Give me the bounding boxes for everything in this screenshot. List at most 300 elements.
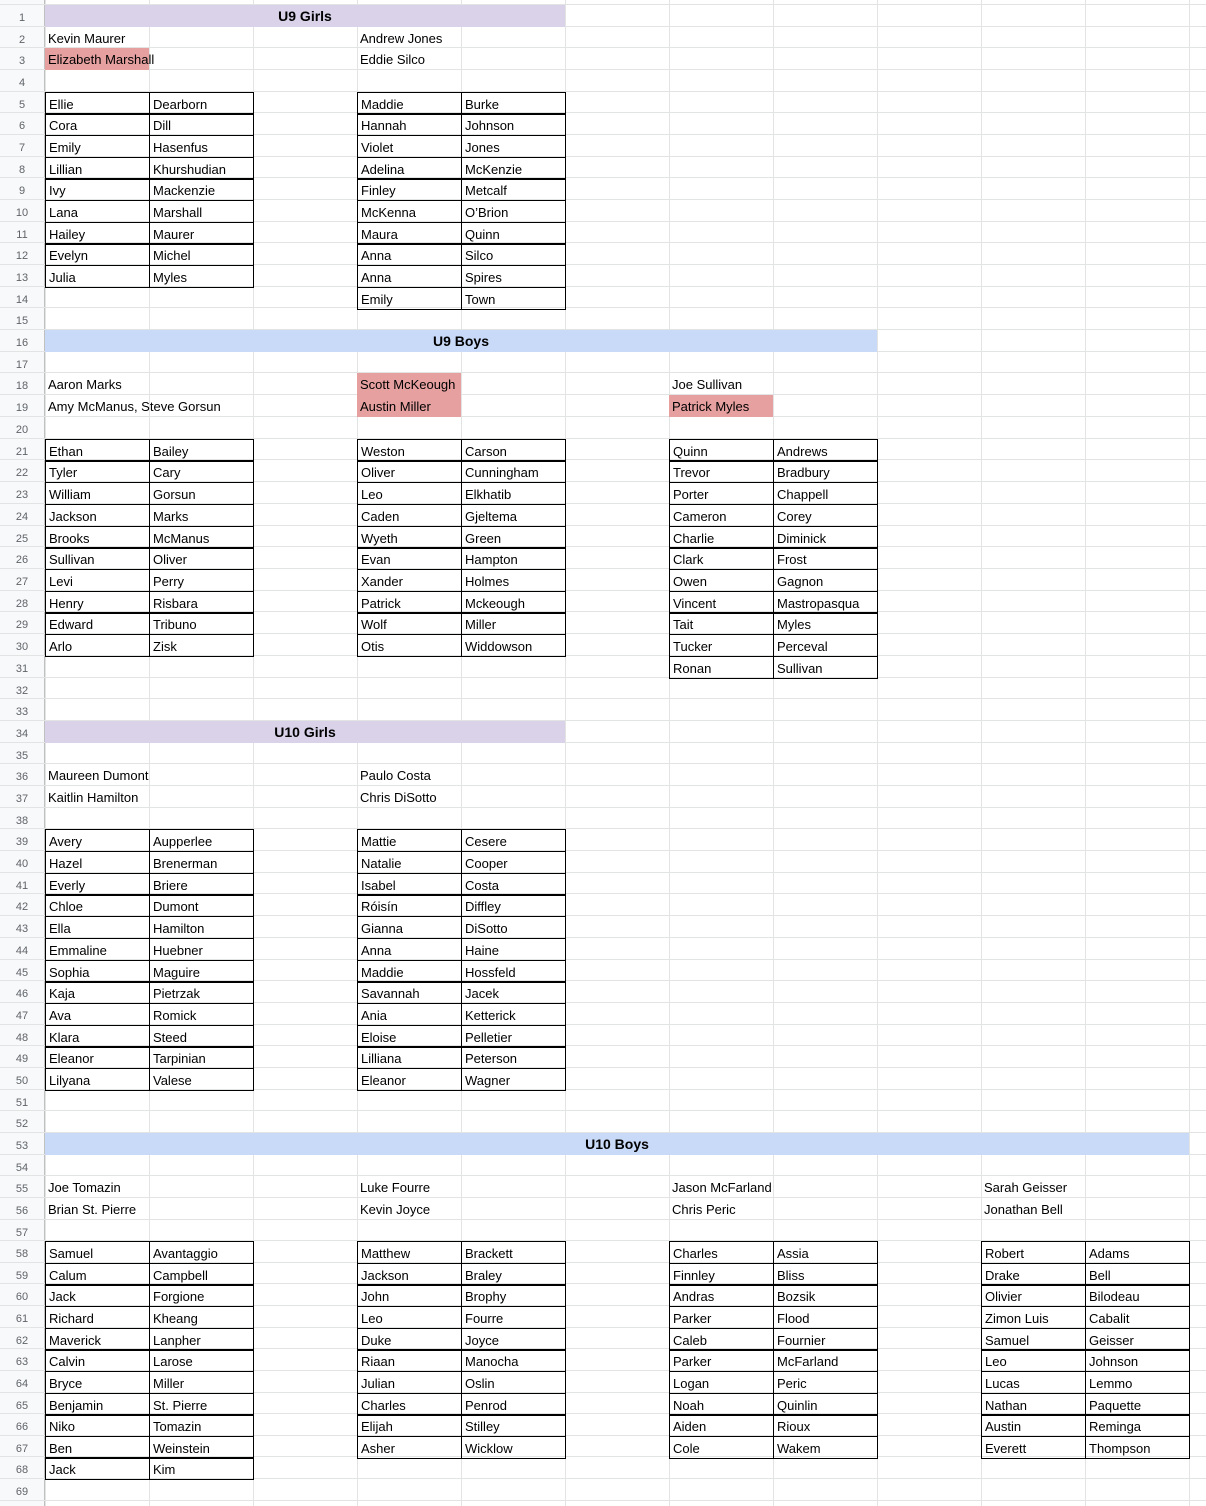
player-last-name[interactable]: Wagner — [461, 1068, 566, 1091]
row-number[interactable]: 17 — [0, 359, 44, 371]
player-first-name[interactable]: Natalie — [357, 851, 462, 874]
player-last-name[interactable]: Aupperlee — [149, 829, 254, 852]
player-first-name[interactable]: Julian — [357, 1371, 462, 1394]
player-first-name[interactable]: Anna — [357, 243, 462, 266]
row-number[interactable]: 41 — [0, 880, 44, 892]
row-number[interactable]: 40 — [0, 858, 44, 870]
player-first-name[interactable]: Finnley — [669, 1263, 774, 1286]
player-first-name[interactable]: Riaan — [357, 1349, 462, 1372]
player-first-name[interactable]: Arlo — [45, 634, 150, 657]
player-last-name[interactable]: Fourre — [461, 1306, 566, 1329]
player-last-name[interactable]: St. Pierre — [149, 1393, 254, 1416]
row-number[interactable]: 16 — [0, 337, 44, 349]
player-last-name[interactable]: Metcalf — [461, 178, 566, 201]
coach-name[interactable]: Chris DiSotto — [360, 790, 437, 805]
coach-name[interactable]: Paulo Costa — [360, 768, 431, 783]
player-last-name[interactable]: Hampton — [461, 547, 566, 570]
player-first-name[interactable]: Leo — [357, 1306, 462, 1329]
row-number[interactable]: 31 — [0, 663, 44, 675]
player-first-name[interactable]: Asher — [357, 1436, 462, 1459]
row-number[interactable]: 8 — [0, 164, 44, 176]
row-number[interactable]: 25 — [0, 533, 44, 545]
row-number[interactable]: 48 — [0, 1032, 44, 1044]
player-last-name[interactable]: Reminga — [1085, 1414, 1190, 1437]
player-last-name[interactable]: Fournier — [773, 1328, 878, 1351]
player-last-name[interactable]: Cunningham — [461, 460, 566, 483]
player-first-name[interactable]: Wolf — [357, 612, 462, 635]
player-first-name[interactable]: Elijah — [357, 1414, 462, 1437]
player-first-name[interactable]: Brooks — [45, 526, 150, 549]
coach-name[interactable]: Elizabeth Marshall — [45, 48, 149, 70]
player-first-name[interactable]: Bryce — [45, 1371, 150, 1394]
row-number[interactable]: 4 — [0, 77, 44, 89]
player-first-name[interactable]: Ben — [45, 1436, 150, 1459]
row-number[interactable]: 29 — [0, 619, 44, 631]
player-first-name[interactable]: Samuel — [45, 1241, 150, 1264]
player-last-name[interactable]: Sullivan — [773, 656, 878, 679]
player-last-name[interactable]: Gjeltema — [461, 504, 566, 527]
player-last-name[interactable]: Burke — [461, 92, 566, 115]
player-last-name[interactable]: Joyce — [461, 1328, 566, 1351]
player-first-name[interactable]: Parker — [669, 1306, 774, 1329]
player-last-name[interactable]: Green — [461, 526, 566, 549]
player-first-name[interactable]: Richard — [45, 1306, 150, 1329]
player-first-name[interactable]: Violet — [357, 135, 462, 158]
player-first-name[interactable]: Maddie — [357, 92, 462, 115]
player-last-name[interactable]: Dumont — [149, 894, 254, 917]
row-number[interactable]: 23 — [0, 489, 44, 501]
player-last-name[interactable]: Romick — [149, 1003, 254, 1026]
player-last-name[interactable]: Paquette — [1085, 1393, 1190, 1416]
player-last-name[interactable]: Johnson — [461, 113, 566, 136]
row-number[interactable]: 37 — [0, 793, 44, 805]
player-first-name[interactable]: Ella — [45, 916, 150, 939]
player-last-name[interactable]: Holmes — [461, 569, 566, 592]
coach-name[interactable]: Kevin Maurer — [48, 31, 126, 46]
player-first-name[interactable]: Cora — [45, 113, 150, 136]
player-first-name[interactable]: Leo — [981, 1349, 1086, 1372]
player-last-name[interactable]: Larose — [149, 1349, 254, 1372]
row-number[interactable]: 47 — [0, 1010, 44, 1022]
row-number[interactable]: 65 — [0, 1400, 44, 1412]
player-last-name[interactable]: Miller — [461, 612, 566, 635]
player-first-name[interactable]: Clark — [669, 547, 774, 570]
player-first-name[interactable]: Vincent — [669, 591, 774, 614]
player-last-name[interactable]: Myles — [149, 265, 254, 288]
player-last-name[interactable]: Huebner — [149, 938, 254, 961]
player-first-name[interactable]: Finley — [357, 178, 462, 201]
player-last-name[interactable]: Michel — [149, 243, 254, 266]
row-number[interactable]: 9 — [0, 185, 44, 197]
player-first-name[interactable]: Lana — [45, 200, 150, 223]
player-last-name[interactable]: Corey — [773, 504, 878, 527]
player-first-name[interactable]: Niko — [45, 1414, 150, 1437]
player-last-name[interactable]: Bilodeau — [1085, 1284, 1190, 1307]
player-last-name[interactable]: Flood — [773, 1306, 878, 1329]
player-last-name[interactable]: Brackett — [461, 1241, 566, 1264]
row-number[interactable]: 7 — [0, 142, 44, 154]
player-first-name[interactable]: Duke — [357, 1328, 462, 1351]
player-last-name[interactable]: Adams — [1085, 1241, 1190, 1264]
player-last-name[interactable]: O’Brion — [461, 200, 566, 223]
player-last-name[interactable]: Perceval — [773, 634, 878, 657]
row-number[interactable]: 55 — [0, 1183, 44, 1195]
player-first-name[interactable]: Lilliana — [357, 1046, 462, 1069]
coach-name[interactable]: Maureen Dumont — [48, 768, 149, 783]
player-first-name[interactable]: Jackson — [45, 504, 150, 527]
player-first-name[interactable]: Charlie — [669, 526, 774, 549]
player-last-name[interactable]: Maurer — [149, 222, 254, 245]
row-number[interactable]: 60 — [0, 1291, 44, 1303]
player-last-name[interactable]: Tarpinian — [149, 1046, 254, 1069]
player-last-name[interactable]: Quinn — [461, 222, 566, 245]
player-first-name[interactable]: Klara — [45, 1025, 150, 1048]
player-last-name[interactable]: Bell — [1085, 1263, 1190, 1286]
player-first-name[interactable]: Eloise — [357, 1025, 462, 1048]
coach-name[interactable]: Jonathan Bell — [984, 1202, 1063, 1217]
player-last-name[interactable]: Pietrzak — [149, 981, 254, 1004]
row-number[interactable]: 26 — [0, 554, 44, 566]
row-number[interactable]: 20 — [0, 424, 44, 436]
player-last-name[interactable]: Stilley — [461, 1414, 566, 1437]
player-first-name[interactable]: Robert — [981, 1241, 1086, 1264]
player-first-name[interactable]: Everly — [45, 873, 150, 896]
player-last-name[interactable]: Peric — [773, 1371, 878, 1394]
player-last-name[interactable]: Quinlin — [773, 1393, 878, 1416]
player-first-name[interactable]: Lucas — [981, 1371, 1086, 1394]
player-first-name[interactable]: Jack — [45, 1457, 150, 1480]
row-number[interactable]: 1 — [0, 12, 44, 24]
player-last-name[interactable]: Lanpher — [149, 1328, 254, 1351]
player-first-name[interactable]: Jackson — [357, 1263, 462, 1286]
player-last-name[interactable]: Braley — [461, 1263, 566, 1286]
row-number[interactable]: 59 — [0, 1270, 44, 1282]
player-first-name[interactable]: Chloe — [45, 894, 150, 917]
player-first-name[interactable]: Benjamin — [45, 1393, 150, 1416]
player-last-name[interactable]: Tribuno — [149, 612, 254, 635]
row-number[interactable]: 14 — [0, 294, 44, 306]
player-last-name[interactable]: Thompson — [1085, 1436, 1190, 1459]
player-first-name[interactable]: Julia — [45, 265, 150, 288]
row-number[interactable]: 68 — [0, 1464, 44, 1476]
row-number[interactable]: 53 — [0, 1140, 44, 1152]
row-number[interactable]: 12 — [0, 250, 44, 262]
player-first-name[interactable]: Xander — [357, 569, 462, 592]
player-first-name[interactable]: Ivy — [45, 178, 150, 201]
player-first-name[interactable]: Owen — [669, 569, 774, 592]
player-last-name[interactable]: Perry — [149, 569, 254, 592]
player-first-name[interactable]: Calum — [45, 1263, 150, 1286]
row-number[interactable]: 11 — [0, 229, 44, 241]
player-last-name[interactable]: Rioux — [773, 1414, 878, 1437]
player-last-name[interactable]: Pelletier — [461, 1025, 566, 1048]
player-last-name[interactable]: Johnson — [1085, 1349, 1190, 1372]
row-number[interactable]: 22 — [0, 467, 44, 479]
player-first-name[interactable]: Avery — [45, 829, 150, 852]
player-last-name[interactable]: Mckeough — [461, 591, 566, 614]
player-first-name[interactable]: Lillian — [45, 157, 150, 180]
player-first-name[interactable]: Ellie — [45, 92, 150, 115]
player-last-name[interactable]: Hamilton — [149, 916, 254, 939]
player-first-name[interactable]: Matthew — [357, 1241, 462, 1264]
player-last-name[interactable]: Geisser — [1085, 1328, 1190, 1351]
player-last-name[interactable]: Chappell — [773, 482, 878, 505]
player-first-name[interactable]: Edward — [45, 612, 150, 635]
player-last-name[interactable]: Cabalit — [1085, 1306, 1190, 1329]
player-last-name[interactable]: Jacek — [461, 981, 566, 1004]
player-last-name[interactable]: McFarland — [773, 1349, 878, 1372]
player-first-name[interactable]: Emily — [357, 287, 462, 310]
player-first-name[interactable]: Kaja — [45, 981, 150, 1004]
player-first-name[interactable]: Charles — [669, 1241, 774, 1264]
player-last-name[interactable]: Spires — [461, 265, 566, 288]
player-last-name[interactable]: Miller — [149, 1371, 254, 1394]
player-first-name[interactable]: Gianna — [357, 916, 462, 939]
row-number[interactable]: 51 — [0, 1097, 44, 1109]
player-last-name[interactable]: Marks — [149, 504, 254, 527]
player-first-name[interactable]: Oliver — [357, 460, 462, 483]
player-first-name[interactable]: William — [45, 482, 150, 505]
player-last-name[interactable]: Gagnon — [773, 569, 878, 592]
player-last-name[interactable]: McKenzie — [461, 157, 566, 180]
player-first-name[interactable]: Jack — [45, 1284, 150, 1307]
coach-name[interactable]: Joe Tomazin — [48, 1180, 121, 1195]
row-number[interactable]: 58 — [0, 1248, 44, 1260]
player-last-name[interactable]: Wakem — [773, 1436, 878, 1459]
player-first-name[interactable]: Hazel — [45, 851, 150, 874]
player-first-name[interactable]: Levi — [45, 569, 150, 592]
row-number[interactable]: 43 — [0, 923, 44, 935]
player-first-name[interactable]: Leo — [357, 482, 462, 505]
player-first-name[interactable]: Sullivan — [45, 547, 150, 570]
coach-name[interactable]: Austin Miller — [357, 395, 461, 417]
row-number[interactable]: 64 — [0, 1378, 44, 1390]
player-first-name[interactable]: Quinn — [669, 439, 774, 462]
player-first-name[interactable]: Sophia — [45, 960, 150, 983]
player-last-name[interactable]: Widdowson — [461, 634, 566, 657]
player-first-name[interactable]: Noah — [669, 1393, 774, 1416]
player-last-name[interactable]: Mastropasqua — [773, 591, 878, 614]
player-first-name[interactable]: Everett — [981, 1436, 1086, 1459]
row-number[interactable]: 33 — [0, 706, 44, 718]
player-first-name[interactable]: Ania — [357, 1003, 462, 1026]
player-first-name[interactable]: Cameron — [669, 504, 774, 527]
player-first-name[interactable]: Aiden — [669, 1414, 774, 1437]
player-last-name[interactable]: Diminick — [773, 526, 878, 549]
row-number[interactable]: 27 — [0, 576, 44, 588]
row-number[interactable]: 34 — [0, 728, 44, 740]
player-first-name[interactable]: Eleanor — [357, 1068, 462, 1091]
player-first-name[interactable]: Evan — [357, 547, 462, 570]
player-last-name[interactable]: Kheang — [149, 1306, 254, 1329]
player-first-name[interactable]: Hailey — [45, 222, 150, 245]
player-last-name[interactable]: Bozsik — [773, 1284, 878, 1307]
coach-name[interactable]: Joe Sullivan — [672, 377, 743, 392]
player-first-name[interactable]: Anna — [357, 938, 462, 961]
player-last-name[interactable]: Avantaggio — [149, 1241, 254, 1264]
player-last-name[interactable]: Andrews — [773, 439, 878, 462]
player-last-name[interactable]: Bradbury — [773, 460, 878, 483]
player-first-name[interactable]: Mattie — [357, 829, 462, 852]
player-last-name[interactable]: Zisk — [149, 634, 254, 657]
player-first-name[interactable]: Caleb — [669, 1328, 774, 1351]
row-number[interactable]: 19 — [0, 402, 44, 414]
player-first-name[interactable]: Hannah — [357, 113, 462, 136]
player-first-name[interactable]: Tyler — [45, 460, 150, 483]
coach-name[interactable]: Kevin Joyce — [360, 1202, 431, 1217]
player-last-name[interactable]: Maguire — [149, 960, 254, 983]
player-first-name[interactable]: Róisín — [357, 894, 462, 917]
player-last-name[interactable]: Frost — [773, 547, 878, 570]
coach-name[interactable]: Patrick Myles — [669, 395, 773, 417]
player-first-name[interactable]: Calvin — [45, 1349, 150, 1372]
row-number[interactable]: 44 — [0, 945, 44, 957]
row-number[interactable]: 35 — [0, 750, 44, 762]
player-first-name[interactable]: John — [357, 1284, 462, 1307]
row-number[interactable]: 32 — [0, 685, 44, 697]
player-first-name[interactable]: Zimon Luis — [981, 1306, 1086, 1329]
player-first-name[interactable]: Weston — [357, 439, 462, 462]
row-number[interactable]: 2 — [0, 34, 44, 46]
player-first-name[interactable]: Andras — [669, 1284, 774, 1307]
row-number[interactable]: 62 — [0, 1335, 44, 1347]
row-number[interactable]: 49 — [0, 1053, 44, 1065]
player-last-name[interactable]: Myles — [773, 612, 878, 635]
row-number[interactable]: 38 — [0, 815, 44, 827]
player-last-name[interactable]: Khurshudian — [149, 157, 254, 180]
row-number[interactable]: 13 — [0, 272, 44, 284]
player-first-name[interactable]: Olivier — [981, 1284, 1086, 1307]
player-first-name[interactable]: Patrick — [357, 591, 462, 614]
player-first-name[interactable]: Nathan — [981, 1393, 1086, 1416]
player-first-name[interactable]: Trevor — [669, 460, 774, 483]
player-last-name[interactable]: Bailey — [149, 439, 254, 462]
row-number[interactable]: 50 — [0, 1075, 44, 1087]
row-number[interactable]: 42 — [0, 901, 44, 913]
player-first-name[interactable]: Parker — [669, 1349, 774, 1372]
player-last-name[interactable]: Cary — [149, 460, 254, 483]
player-last-name[interactable]: Briere — [149, 873, 254, 896]
player-last-name[interactable]: Kim — [149, 1457, 254, 1480]
player-last-name[interactable]: Haine — [461, 938, 566, 961]
row-number[interactable]: 18 — [0, 380, 44, 392]
player-last-name[interactable]: Dearborn — [149, 92, 254, 115]
player-last-name[interactable]: Cooper — [461, 851, 566, 874]
player-first-name[interactable]: Austin — [981, 1414, 1086, 1437]
coach-name[interactable]: Amy McManus, Steve Gorsun — [48, 399, 221, 414]
coach-name[interactable]: Andrew Jones — [360, 31, 443, 46]
row-number[interactable]: 15 — [0, 315, 44, 327]
player-last-name[interactable]: Carson — [461, 439, 566, 462]
player-first-name[interactable]: Maddie — [357, 960, 462, 983]
player-first-name[interactable]: Wyeth — [357, 526, 462, 549]
player-last-name[interactable]: Marshall — [149, 200, 254, 223]
row-number[interactable]: 36 — [0, 771, 44, 783]
player-last-name[interactable]: Forgione — [149, 1284, 254, 1307]
row-number[interactable]: 3 — [0, 55, 44, 67]
player-first-name[interactable]: Maura — [357, 222, 462, 245]
player-first-name[interactable]: Ava — [45, 1003, 150, 1026]
player-last-name[interactable]: Bliss — [773, 1263, 878, 1286]
row-number[interactable]: 63 — [0, 1356, 44, 1368]
player-last-name[interactable]: Valese — [149, 1068, 254, 1091]
player-first-name[interactable]: Ethan — [45, 439, 150, 462]
player-last-name[interactable]: Elkhatib — [461, 482, 566, 505]
row-number[interactable]: 52 — [0, 1118, 44, 1130]
player-first-name[interactable]: Henry — [45, 591, 150, 614]
row-number[interactable]: 28 — [0, 598, 44, 610]
row-number[interactable]: 21 — [0, 446, 44, 458]
player-last-name[interactable]: Wicklow — [461, 1436, 566, 1459]
player-first-name[interactable]: Evelyn — [45, 243, 150, 266]
player-last-name[interactable]: Campbell — [149, 1263, 254, 1286]
player-last-name[interactable]: Risbara — [149, 591, 254, 614]
player-first-name[interactable]: Drake — [981, 1263, 1086, 1286]
row-number[interactable]: 30 — [0, 641, 44, 653]
player-last-name[interactable]: Brenerman — [149, 851, 254, 874]
player-last-name[interactable]: Oliver — [149, 547, 254, 570]
row-number[interactable]: 56 — [0, 1205, 44, 1217]
player-last-name[interactable]: Manocha — [461, 1349, 566, 1372]
player-last-name[interactable]: Weinstein — [149, 1436, 254, 1459]
player-last-name[interactable]: McManus — [149, 526, 254, 549]
player-first-name[interactable]: Maverick — [45, 1328, 150, 1351]
player-first-name[interactable]: Cole — [669, 1436, 774, 1459]
row-number[interactable]: 54 — [0, 1162, 44, 1174]
player-last-name[interactable]: Diffley — [461, 894, 566, 917]
player-first-name[interactable]: Adelina — [357, 157, 462, 180]
coach-name[interactable]: Scott McKeough — [357, 373, 461, 395]
player-last-name[interactable]: Ketterick — [461, 1003, 566, 1026]
coach-name[interactable]: Chris Peric — [672, 1202, 736, 1217]
player-last-name[interactable]: Brophy — [461, 1284, 566, 1307]
player-last-name[interactable]: Steed — [149, 1025, 254, 1048]
player-first-name[interactable]: Isabel — [357, 873, 462, 896]
player-first-name[interactable]: Logan — [669, 1371, 774, 1394]
player-last-name[interactable]: Peterson — [461, 1046, 566, 1069]
player-last-name[interactable]: Mackenzie — [149, 178, 254, 201]
player-first-name[interactable]: Anna — [357, 265, 462, 288]
row-number[interactable]: 39 — [0, 836, 44, 848]
player-first-name[interactable]: Savannah — [357, 981, 462, 1004]
player-first-name[interactable]: Caden — [357, 504, 462, 527]
player-first-name[interactable]: Samuel — [981, 1328, 1086, 1351]
player-last-name[interactable]: Jones — [461, 135, 566, 158]
player-last-name[interactable]: Silco — [461, 243, 566, 266]
coach-name[interactable]: Jason McFarland — [672, 1180, 772, 1195]
player-last-name[interactable]: Dill — [149, 113, 254, 136]
player-last-name[interactable]: Penrod — [461, 1393, 566, 1416]
row-number[interactable]: 46 — [0, 988, 44, 1000]
player-first-name[interactable]: Tucker — [669, 634, 774, 657]
row-number[interactable]: 61 — [0, 1313, 44, 1325]
player-last-name[interactable]: Town — [461, 287, 566, 310]
player-first-name[interactable]: Emily — [45, 135, 150, 158]
player-first-name[interactable]: Ronan — [669, 656, 774, 679]
row-number[interactable]: 67 — [0, 1443, 44, 1455]
player-first-name[interactable]: Charles — [357, 1393, 462, 1416]
row-number[interactable]: 24 — [0, 511, 44, 523]
coach-name[interactable]: Aaron Marks — [48, 377, 122, 392]
player-first-name[interactable]: Porter — [669, 482, 774, 505]
player-last-name[interactable]: Hasenfus — [149, 135, 254, 158]
coach-name[interactable]: Sarah Geisser — [984, 1180, 1068, 1195]
coach-name[interactable]: Kaitlin Hamilton — [48, 790, 139, 805]
player-last-name[interactable]: Assia — [773, 1241, 878, 1264]
player-last-name[interactable]: Oslin — [461, 1371, 566, 1394]
player-first-name[interactable]: Emmaline — [45, 938, 150, 961]
player-last-name[interactable]: DiSotto — [461, 916, 566, 939]
